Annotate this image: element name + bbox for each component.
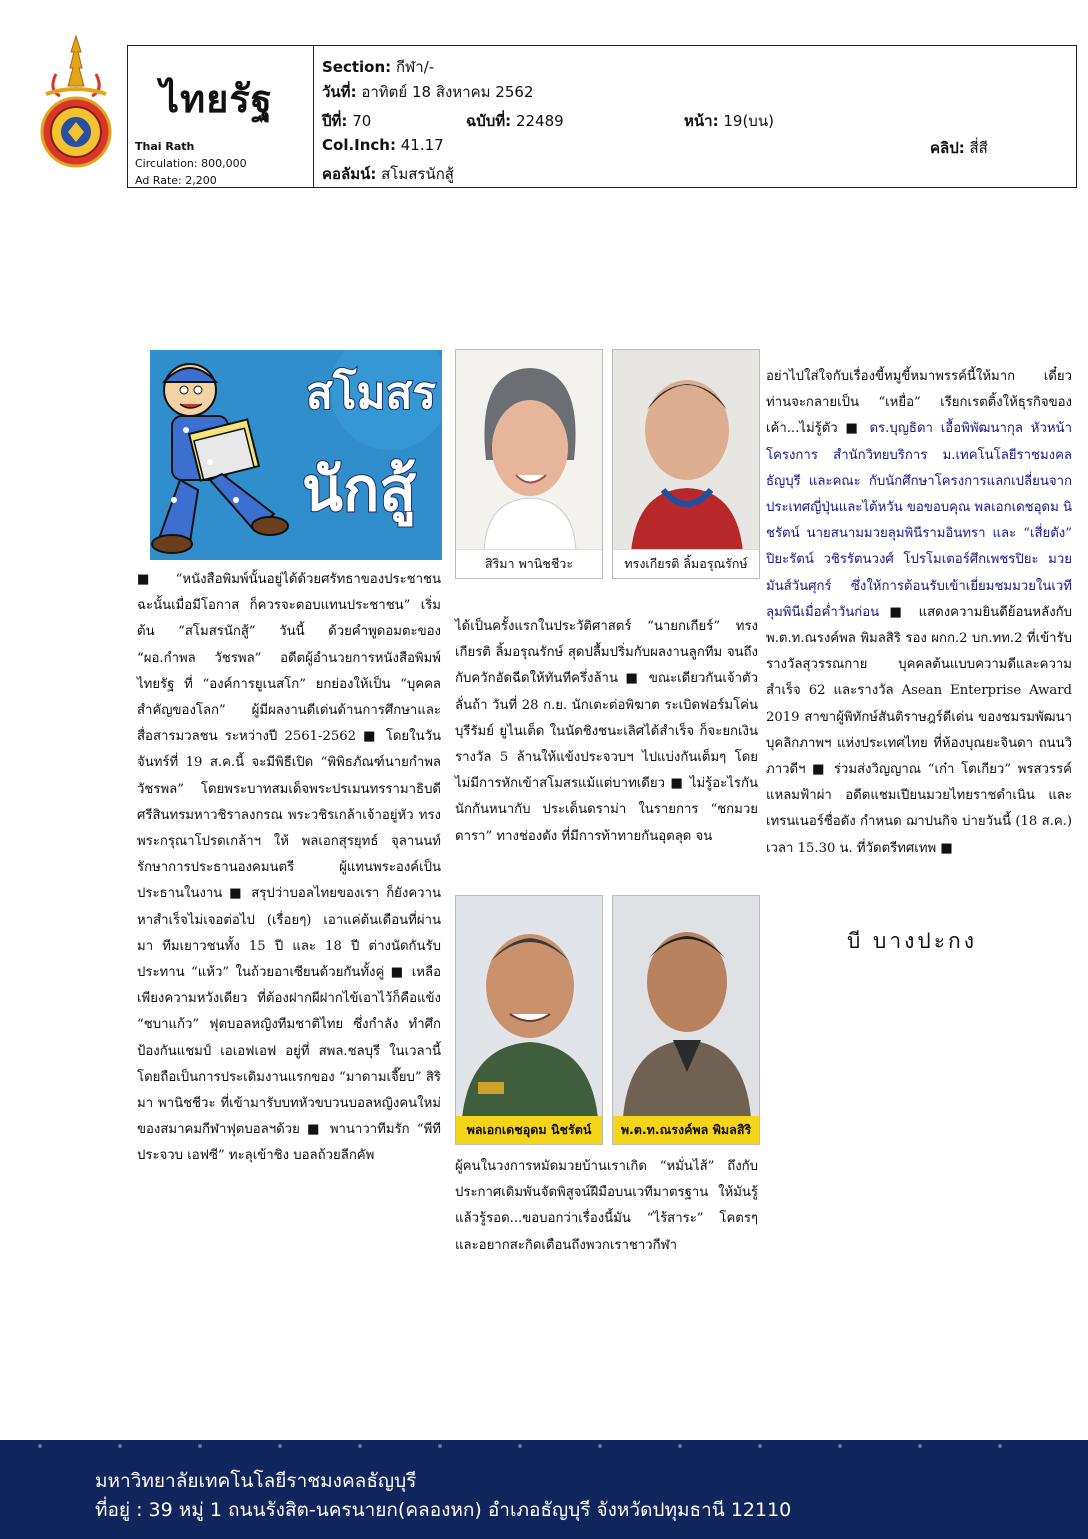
ad-rate-label: Ad Rate: [135, 174, 182, 187]
meta-section [322, 55, 434, 79]
circulation [135, 155, 247, 172]
circulation-label: Circulation: [135, 157, 198, 170]
article-col1-text: ■ “หนังสือพิมพ์นั้นอยู่ได้ด้วยศรัทธาของประชาชน ฉะนั้นเมื่อมีโอกาส ก็ควรจะตอบแทนประชาชน” เริ่มต้น “สโมสรนักสู้” วันนี้ ด้วยคำพูดอมตะของ “ผอ.กำพล วัชรพล” อดีตผู้อำนวยการหนังสือพิมพ์ไทยรัฐ ที่ “องค์การยูเนสโก” ยกย่องให้เป็น “บุคคลสำคัญของโลก” ผู้มีผลงานดีเด่นด้านการศึกษาและสื่อสารมวลชน ระหว่างปี 2561-2562 ■ โดยในวันจันทร์ที่ 19 ส.ค.นี้ จะมีพิธีเปิด “พิพิธภัณฑ์นายกำพล วัชรพล” โดยพระบาทสมเด็จพระปรเมนทรรามาธิบดีศรีสินทรมหาวชิราลงกรณ พระวชิรเกล้าเจ้าอยู่หัว ทรงพระกรุณาโปรดเกล้าฯ ให้ พลเอกสุรยุทธ์ จุลานนท์ รักษาการประธานองคมนตรี ผู้แทนพระองค์เป็นประธานในงาน ■ สรุปว่าบอลไทยของเรา ก็ยังควานหาสำเร็จไม่เจอต่อไป (เรื่อยๆ) เอาแค่ต้นเดือนที่ผ่านมา ทีมเยาวชนทั้ง 15 ปี และ 18 ปี ต่างนัดกันรับประทาน “แห้ว” ในถ้วยอาเซียนด้วยกันทั้งคู่ ■ เหลือเพียงความหวังเดียว ที่ต้องฝากผีฝากไข้เอาไว้ก็คือแข้ง “ชบาแก้ว” ฟุตบอลหญิงทีมชาติไทย ซึ่งกำลัง ทำศึกป้องกันแชมป์ เอเอฟเอฟ อยู่ที่ สพล.ชลบุรี ในเวลานี้ โดยถือเป็นการประเดิมงานแรกของ “มาดามเจี๊ยบ” สิริมา พานิชชีวะ ที่เข้ามารับบทหัวขบวนบอลหญิงคนใหม่ของสมาคมกีฬาฟุตบอลฯด้วย ■ พานาวาทีมรัก “พีที ประจวบ เอฟซี” ทะลุเข้าชิง บอลถ้วยลีกคัพ [137, 572, 441, 1164]
section-value: กีฬา/- [395, 58, 435, 76]
circulation-value: 800,000 [201, 157, 247, 170]
university-logo [38, 34, 114, 170]
meta-issue [466, 109, 564, 133]
footer-university-name: มหาวิทยาลัยเทคโนโลยีราชมงคลธัญบุรี [95, 1470, 417, 1492]
section-label: Section: [322, 58, 392, 76]
portrait-man-image [613, 350, 760, 552]
column-banner [150, 350, 442, 560]
column-label: คอลัมน์: [322, 165, 377, 183]
banner-title-line1: สโมสร [306, 368, 436, 419]
article-col2b-text: ผู้คนในวงการหมัดมวยบ้านเราเกิด “หมั่นไส้” ถึงกับประกาศเดิมพันจัดพิสูจน์ฝีมือบนเวทีมาตรฐาน ให้มันรู้แล้วรู้รอด...ขอบอกว่าเรื่องนี้มัน “ไร้สาระ” โคตรๆ และอยากสะกิดเตือนถึงพวกเราชาวกีฬา [455, 1159, 758, 1253]
photo-dechudom [455, 895, 603, 1145]
caption-photo4: พ.ต.ท.ณรงค์พล พิมลสิริ [613, 1116, 759, 1144]
caption-photo2: ทรงเกียรติ ลิ้มอรุณรักษ์ [613, 549, 759, 578]
issue-label: ฉบับที่: [466, 112, 512, 130]
colinch-value: 41.17 [400, 136, 444, 154]
photo-sirima [455, 349, 603, 579]
banner-title-line2: นักสู้ [302, 455, 416, 525]
footer-dot-pattern [0, 1440, 1088, 1452]
meta-clip [930, 136, 988, 160]
photo-narongpol [612, 895, 760, 1145]
meta-year [322, 109, 371, 133]
article-col3-text-b: ■ แสดงความยินดีย้อนหลังกับ พ.ต.ท.ณรงค์พล พิมลสิริ รอง ผกก.2 บก.ทท.2 ที่เข้ารับ รางวัลสุวรรณกาย บุคคลต้นแบบความดีและความสำเร็จ 62 และรางวัล Asean Enterprise Award 2019 สาขาผู้พิทักษ์สันติราษฎร์ดีเด่น ของชมรมพัฒนาบุคลิกภาพฯ แห่งประเทศไทย ที่ห้องบุณยะจินดา ถนนวิภาวดีฯ ■ ร่วมส่งวิญญาณ “เก๋า โตเกียว” พรสวรรค์ แหลมฟ้าผ่า อดีตแชมเปียนมวยไทยราชดำเนิน และเทรนเนอร์ชื่อดัง กำหนด ฌาปนกิจ บ่ายวันนี้ (18 ส.ค.) เวลา 15.30 น. ที่วัดตรีทศเทพ ■ [766, 604, 1072, 856]
newspaper-title: ไทยรัฐ [160, 76, 273, 121]
column-value: สโมสรนักสู้ [381, 165, 454, 183]
article-col3-text-a: อย่าไปใส่ใจกับเรื่องขี้หมูขี้หมาพรรค์นี้ให้มาก เดี๋ยวท่านจะกลายเป็น “เหยื่อ” เรียกเรตติ้งให้ธุรกิจของเค้า...ไม่รู้ตัว ■ [766, 369, 1072, 437]
meta-date [322, 80, 534, 104]
portrait-police-image [613, 896, 760, 1118]
ad-rate [135, 172, 217, 189]
issue-value: 22489 [515, 112, 564, 130]
caption-photo3: พลเอกเดชอุดม นิชรัตน์ [456, 1116, 602, 1144]
article-column-1 [137, 567, 441, 1170]
article-column-2 [455, 614, 758, 850]
newspaper-name-en: Thai Rath [135, 140, 195, 153]
portrait-general-image [456, 896, 603, 1118]
clip-value: สี่สี [969, 139, 988, 157]
caption-photo1: สิริมา พานิชชีวะ [456, 549, 602, 578]
article-col2-text: ได้เป็นครั้งแรกในประวัติศาสตร์ “นายกเกียร์” ทรงเกียรติ ลิ้มอรุณรักษ์ สุดปลื้มปริ่มกับผลงานลูกทีม จนถึงกับควักอัดฉีดให้ทันทีครึ่งล้าน ■ ขณะเดียวกันเจ้าตัวลั่นถ้า วันที่ 28 ก.ย. นักเตะต่อพิฆาต ระเบิดฟอร์มโค่น บุรีรัมย์ ยูไนเต็ด ในนัดชิงชนะเลิศได้สำเร็จ ก็จะยกเงินรางวัล 5 ล้านให้แข้งประจวบฯ ไปแบ่งกันเต็มๆ โดยไม่มีการหักเข้าสโมสรแม้แต่บาทเดียว ■ ไม่รู้อะไรกันนักกันหนากับ ประเด็นดราม่า ในรายการ “ชกมวยดารา” ทางช่องดัง ที่มีการท้าทายกันอุตลุด จน [455, 619, 758, 844]
article-column-2-bottom [455, 1154, 758, 1259]
article-column-3 [766, 364, 1072, 862]
meta-colinch [322, 136, 444, 154]
clip-label: คลิป: [930, 139, 965, 157]
article-col3-text-blue: ดร.บุญธิดา เอื้อพิพัฒนากุล หัวหน้าโครงการ สำนักวิทยบริการ ม.เทคโนโลยีราชมงคลธัญบุรี และคณะ กับนักศึกษาโครงการแลกเปลี่ยนจากประเทศญี่ปุ่นและไต้หวัน ขอขอบคุณ พลเอกเดชอุดม นิชรัตน์ นายสนามมวยลุมพินีรามอินทรา และ “เสี่ยตัง” ปิยะรัตน์ วชิรรัตนวงศ์ โปรโมเตอร์ศึกเพชรปิยะ มวยมันส์วันศุกร์ ซึ่งให้การต้อนรับเข้าเยี่ยมชมมวยในเวทีลุมพินีเมื่อค่ำวันก่อน [766, 421, 1072, 620]
year-value: 70 [352, 112, 372, 130]
portrait-woman-image [456, 350, 603, 552]
date-value: อาทิตย์ 18 สิงหาคม 2562 [361, 83, 534, 101]
footer-address: ที่อยู่ : 39 หมู่ 1 ถนนรังสิต-นครนายก(คลองหก) อำเภอธัญบุรี จังหวัดปทุมธานี 12110 [95, 1499, 792, 1521]
year-label: ปีที่: [322, 112, 348, 130]
page-value: 19(บน) [723, 112, 774, 130]
article-byline: บี บางปะกง [847, 929, 977, 953]
page-label: หน้า: [684, 112, 719, 130]
photo-songkiat [612, 349, 760, 579]
ad-rate-value: 2,200 [185, 174, 217, 187]
meta-page [684, 109, 774, 133]
meta-column [322, 162, 454, 186]
header-divider [313, 46, 314, 187]
date-label: วันที่: [322, 83, 357, 101]
colinch-label: Col.Inch: [322, 136, 396, 154]
